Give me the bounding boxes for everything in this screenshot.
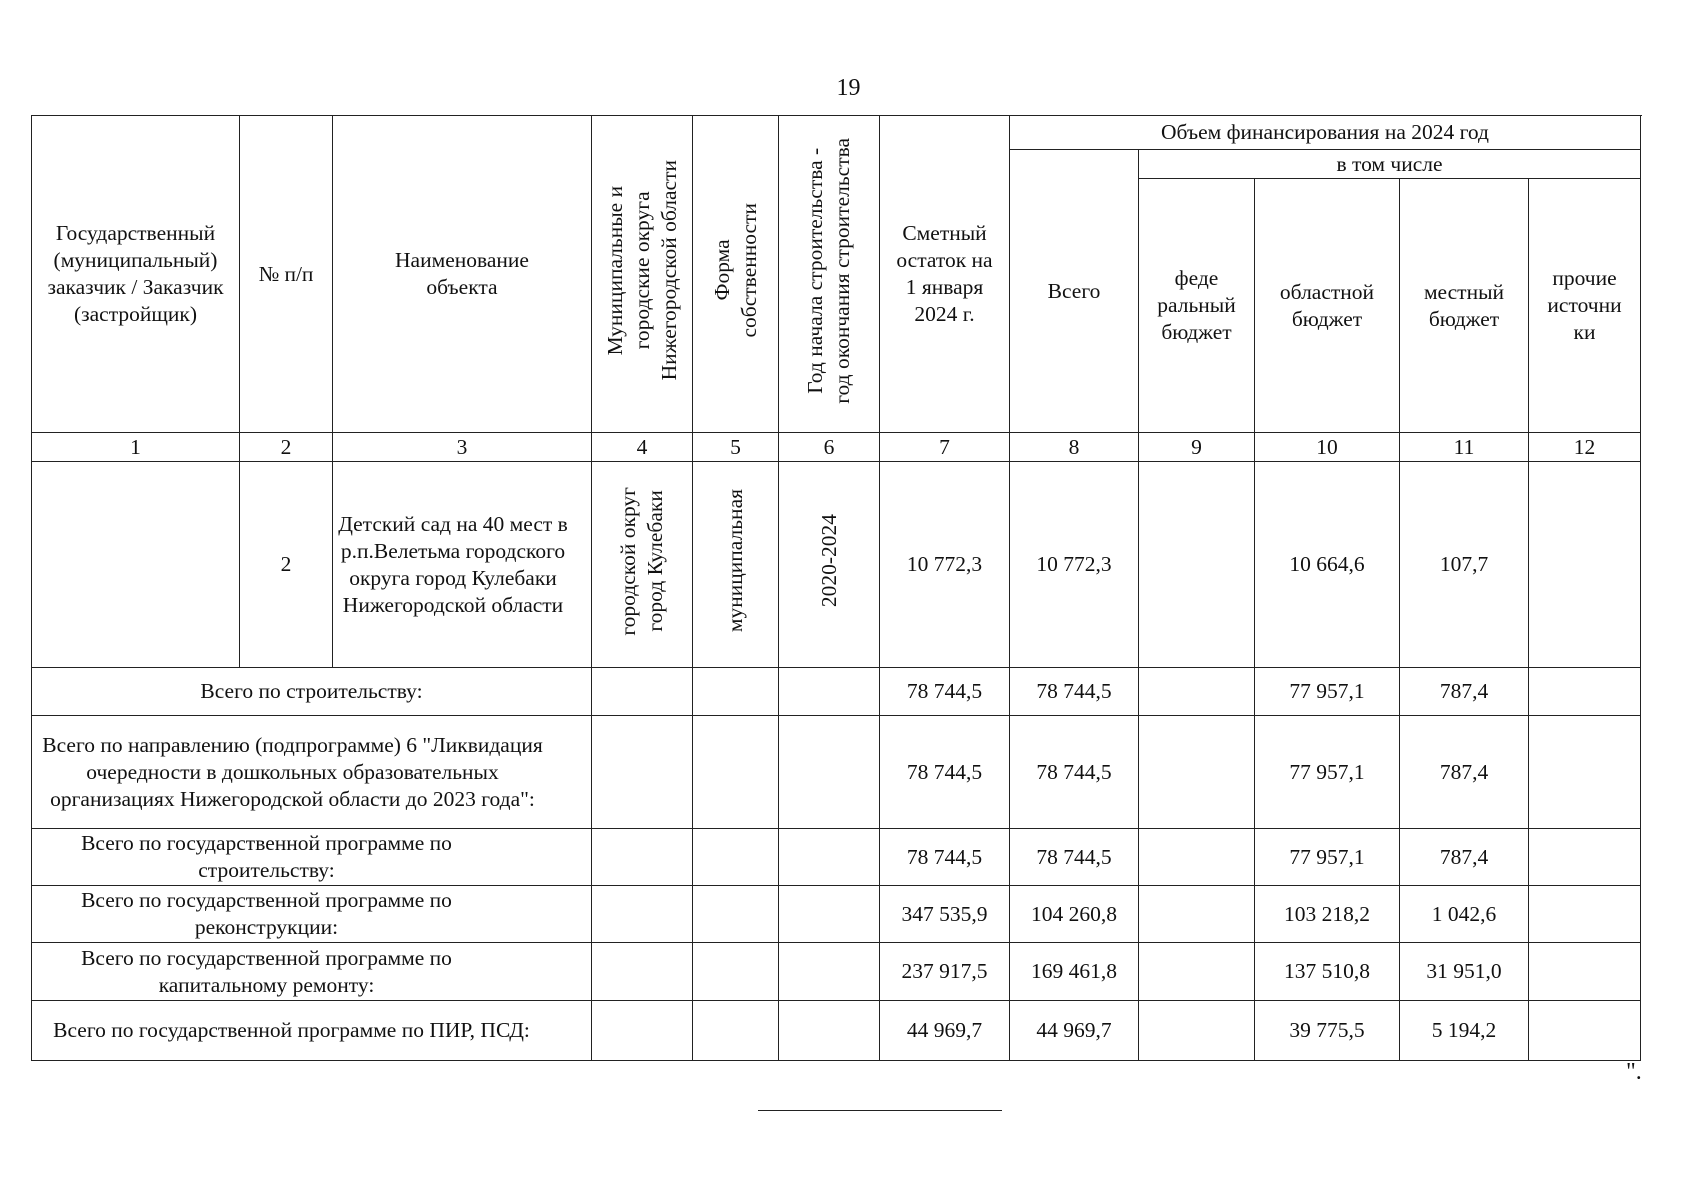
summary-regional: 77 957,1: [1255, 668, 1400, 716]
column-number: 6: [779, 433, 880, 462]
object-years: [779, 462, 880, 668]
header-funding-group: Объем финансирования на 2024 год: [1010, 116, 1641, 150]
summary-empty-cell: [779, 668, 880, 716]
object-ownership-text: муниципальная: [723, 489, 747, 633]
summary-empty-cell: [779, 943, 880, 1001]
summary-federal: [1139, 829, 1255, 886]
summary-empty-cell: [693, 886, 779, 943]
page-number: 19: [836, 75, 861, 101]
column-number: 9: [1139, 433, 1255, 462]
object-other: [1529, 462, 1641, 668]
column-number: 11: [1400, 433, 1529, 462]
table-row: [32, 462, 1641, 668]
summary-empty-cell: [592, 886, 693, 943]
column-number: 7: [880, 433, 1010, 462]
table-row: [32, 943, 1641, 1001]
summary-estimate: 237 917,5: [880, 943, 1010, 1001]
column-number: 10: [1255, 433, 1400, 462]
header-object-name: Наименование объекта: [333, 116, 592, 433]
column-number: 3: [333, 433, 592, 462]
summary-federal: [1139, 716, 1255, 829]
header-district-line: Муниципальные и: [602, 185, 627, 356]
summary-local: 787,4: [1400, 668, 1529, 716]
summary-total: 78 744,5: [1010, 668, 1139, 716]
summary-empty-cell: [693, 829, 779, 886]
header-district-line: городские округа: [629, 191, 654, 350]
summary-empty-cell: [592, 829, 693, 886]
summary-regional: 77 957,1: [1255, 829, 1400, 886]
header-years-line: год окончания строительства: [830, 137, 854, 404]
object-district-line: город Кулебаки: [643, 490, 667, 632]
object-customer: [32, 462, 240, 668]
object-name: Детский сад на 40 мест в р.п.Велетьма городского округа город Кулебаки Нижегородской области: [333, 462, 592, 668]
object-years-text: 2020-2024: [816, 514, 841, 608]
header-regional: областной бюджет: [1255, 179, 1400, 433]
header-district-line: Нижегородской области: [656, 160, 681, 381]
summary-other: [1529, 886, 1641, 943]
header-total: Всего: [1010, 150, 1139, 433]
financing-table: [31, 115, 1641, 1061]
object-ownership: [693, 462, 779, 668]
separator-line: [758, 1110, 1002, 1111]
column-number: 5: [693, 433, 779, 462]
summary-regional: 39 775,5: [1255, 1001, 1400, 1061]
summary-label: Всего по государственной программе по капитальному ремонту:: [32, 943, 592, 1001]
summary-estimate: 78 744,5: [880, 716, 1010, 829]
header-customer: Государственный (муниципальный) заказчик / Заказчик (застройщик): [32, 116, 240, 433]
summary-regional: 77 957,1: [1255, 716, 1400, 829]
summary-empty-cell: [779, 886, 880, 943]
column-number-row: [32, 433, 1641, 462]
summary-estimate: 347 535,9: [880, 886, 1010, 943]
summary-local: 31 951,0: [1400, 943, 1529, 1001]
summary-total: 44 969,7: [1010, 1001, 1139, 1061]
summary-empty-cell: [693, 943, 779, 1001]
summary-other: [1529, 668, 1641, 716]
summary-federal: [1139, 668, 1255, 716]
summary-empty-cell: [592, 1001, 693, 1061]
table-row: [32, 829, 1641, 886]
summary-empty-cell: [693, 668, 779, 716]
summary-total: 78 744,5: [1010, 716, 1139, 829]
summary-empty-cell: [592, 716, 693, 829]
object-federal: [1139, 462, 1255, 668]
object-district-line: городской округ: [616, 486, 640, 636]
summary-local: 5 194,2: [1400, 1001, 1529, 1061]
column-number: 2: [240, 433, 333, 462]
summary-other: [1529, 943, 1641, 1001]
summary-estimate: 78 744,5: [880, 668, 1010, 716]
summary-federal: [1139, 943, 1255, 1001]
summary-total: 78 744,5: [1010, 829, 1139, 886]
summary-other: [1529, 1001, 1641, 1061]
summary-local: 787,4: [1400, 716, 1529, 829]
column-number: 12: [1529, 433, 1641, 462]
column-number: 8: [1010, 433, 1139, 462]
summary-other: [1529, 829, 1641, 886]
header-including: в том числе: [1139, 150, 1641, 179]
summary-local: 1 042,6: [1400, 886, 1529, 943]
summary-empty-cell: [779, 1001, 880, 1061]
object-total: 10 772,3: [1010, 462, 1139, 668]
summary-regional: 137 510,8: [1255, 943, 1400, 1001]
header-ownership-line: собственности: [736, 203, 761, 338]
summary-label: Всего по строительству:: [32, 668, 592, 716]
header-other: прочие источни ки: [1529, 179, 1641, 433]
summary-empty-cell: [693, 716, 779, 829]
summary-estimate: 44 969,7: [880, 1001, 1010, 1061]
header-ownership: [693, 116, 779, 433]
column-number: 4: [592, 433, 693, 462]
header-years-line: Год начала строительства -: [803, 147, 827, 394]
column-number: 1: [32, 433, 240, 462]
object-district: [592, 462, 693, 668]
summary-other: [1529, 716, 1641, 829]
object-local: 107,7: [1400, 462, 1529, 668]
summary-estimate: 78 744,5: [880, 829, 1010, 886]
header-federal: феде ральный бюджет: [1139, 179, 1255, 433]
summary-total: 169 461,8: [1010, 943, 1139, 1001]
summary-federal: [1139, 886, 1255, 943]
header-local: местный бюджет: [1400, 179, 1529, 433]
summary-empty-cell: [693, 1001, 779, 1061]
summary-total: 104 260,8: [1010, 886, 1139, 943]
header-ownership-line: Форма: [709, 239, 734, 302]
summary-label: Всего по государственной программе по строительству:: [32, 829, 592, 886]
summary-empty-cell: [779, 829, 880, 886]
table-row: [32, 716, 1641, 829]
summary-empty-cell: [779, 716, 880, 829]
header-years: [779, 116, 880, 433]
table-row: [32, 886, 1641, 943]
table-row: [32, 668, 1641, 716]
header-estimate: Сметный остаток на 1 января 2024 г.: [880, 116, 1010, 433]
summary-empty-cell: [592, 668, 693, 716]
summary-local: 787,4: [1400, 829, 1529, 886]
object-num: 2: [240, 462, 333, 668]
summary-label: Всего по государственной программе по ПИР, ПСД:: [32, 1001, 592, 1061]
object-estimate: 10 772,3: [880, 462, 1010, 668]
header-district: [592, 116, 693, 433]
object-regional: 10 664,6: [1255, 462, 1400, 668]
table-row: [32, 1001, 1641, 1061]
summary-empty-cell: [592, 943, 693, 1001]
summary-label: Всего по государственной программе по реконструкции:: [32, 886, 592, 943]
summary-federal: [1139, 1001, 1255, 1061]
summary-label: Всего по направлению (подпрограмме) 6 "Ликвидация очередности в дошкольных образовательных организациях Нижегородской области до 2023 года":: [32, 716, 592, 829]
closing-quote-mark: ".: [1626, 1059, 1642, 1085]
header-num: № п/п: [240, 116, 333, 433]
summary-regional: 103 218,2: [1255, 886, 1400, 943]
